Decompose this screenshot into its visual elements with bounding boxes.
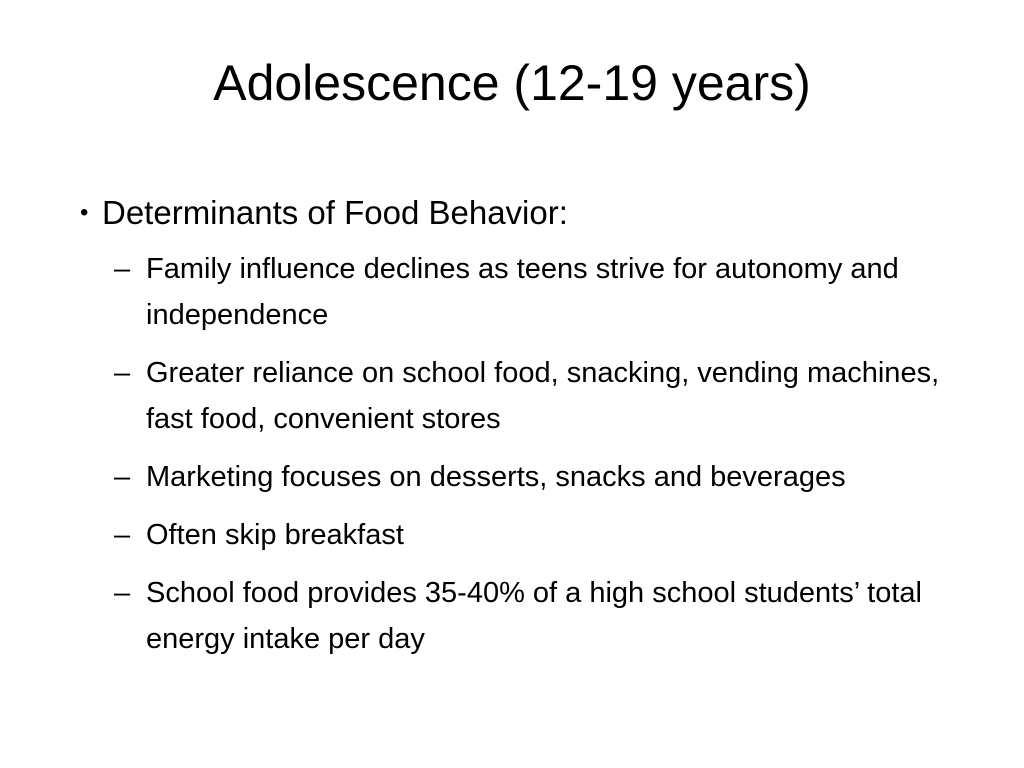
sub-bullet-item	[114, 246, 980, 338]
sub-bullet-text: Family influence declines as teens strive for autonomy and independence	[146, 253, 899, 331]
slide-content	[80, 190, 980, 678]
dash-marker: –	[114, 357, 131, 389]
sub-bullet-item	[114, 454, 980, 500]
main-bullet	[80, 190, 980, 236]
sub-bullet-item	[114, 350, 980, 442]
sub-bullet-text: Often skip breakfast	[146, 519, 404, 551]
sub-bullet-item	[114, 570, 980, 662]
sub-bullet-text: School food provides 35-40% of a high school students’ total energy intake per day	[146, 577, 922, 655]
dash-marker: –	[114, 253, 131, 285]
sub-bullet-list	[114, 246, 980, 662]
sub-bullet-text: Greater reliance on school food, snacking, vending machines, fast food, convenient stores	[146, 357, 940, 435]
main-bullet-text: Determinants of Food Behavior:	[102, 194, 568, 231]
slide-title: Adolescence (12-19 years)	[213, 55, 811, 111]
sub-bullet-text: Marketing focuses on desserts, snacks and beverages	[146, 461, 846, 493]
dash-marker: –	[114, 577, 131, 609]
bullet-marker: •	[80, 199, 89, 226]
dash-marker: –	[114, 519, 131, 551]
dash-marker: –	[114, 461, 131, 493]
sub-bullet-item	[114, 512, 980, 558]
